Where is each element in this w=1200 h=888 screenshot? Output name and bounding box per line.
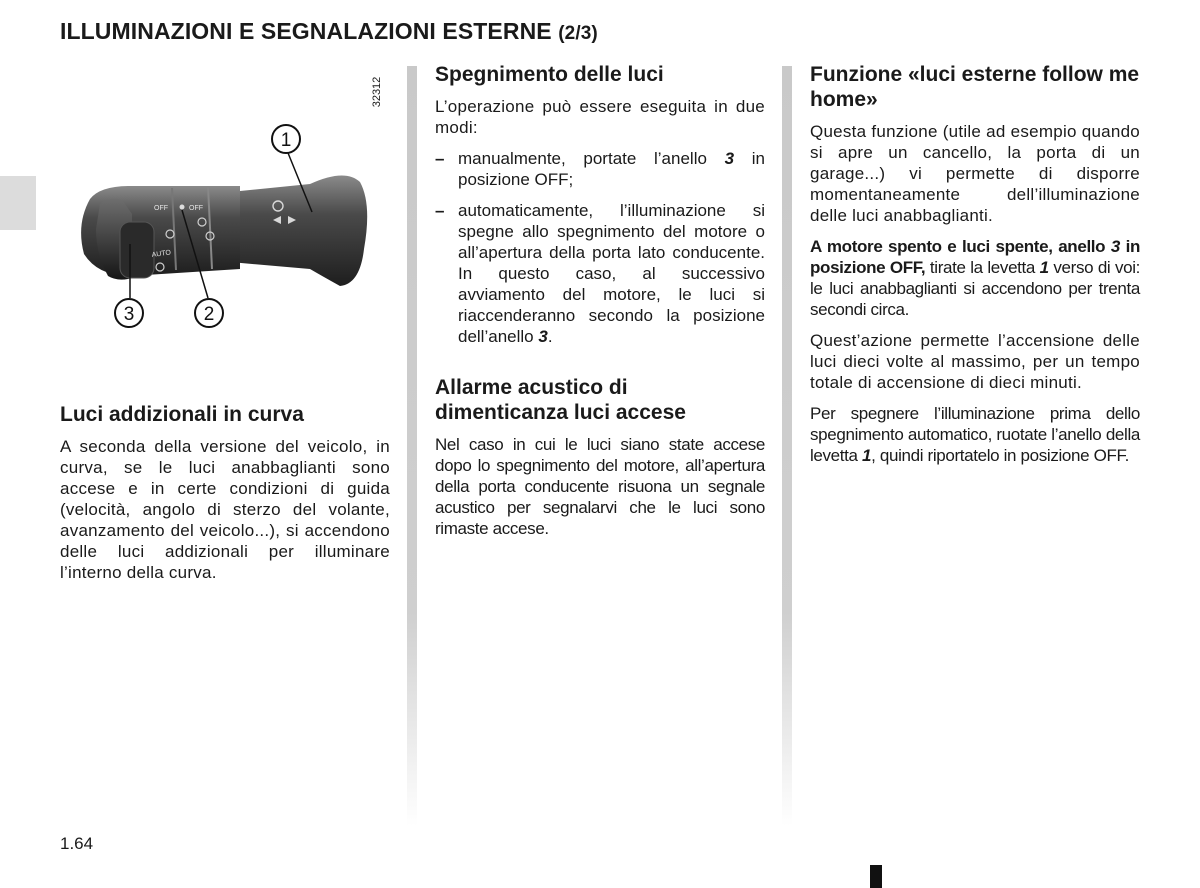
middle-column	[435, 62, 765, 549]
lights-off-list	[435, 148, 765, 347]
stalk-handle	[230, 175, 367, 286]
end-mark	[870, 865, 882, 888]
page-number: 1.64	[60, 834, 94, 853]
ring-reference: 3	[1110, 237, 1120, 256]
para2-text-b: verso di voi: le luci anabbaglianti si accendono per trenta secondi circa.	[810, 258, 1141, 319]
position-dot	[180, 205, 185, 210]
stalk-reference: 1	[1039, 258, 1049, 277]
column-divider-left	[407, 66, 417, 826]
item-automatic-text: automaticamente, l’illuminazione si spegne allo spegnimento del motore o all’apertura della porta lato conducente. In questo caso, al successivo avviamento del motore, le luci si riaccenderanno secondo la posizione dell’anello	[458, 201, 765, 346]
section-title-additional-lights: Luci addizionali in curva	[60, 403, 304, 426]
page-title	[60, 18, 598, 45]
additional-lights-paragraph: A seconda della versione del veicolo, in curva, se le luci anabbaglianti sono accese e in certe condizioni di guida (velocità, angolo di sterzo del volante, avanzamento del veicolo...), si accendono delle luci addizionali per illuminare l’interno della curva.	[60, 437, 390, 582]
para2-bold-a: A motore spento e luci spente, anello	[810, 237, 1106, 256]
title-main: ILLUMINAZIONI E SEGNALAZIONI ESTERNE	[60, 18, 552, 44]
item-manual-text: manualmente, portate l’anello	[458, 149, 707, 168]
dash-mark: –	[435, 201, 445, 220]
follow-me-home-para-2	[810, 236, 1140, 320]
stalk-label-off-right: OFF	[189, 205, 203, 212]
callout-3-label: 3	[123, 304, 135, 325]
column-divider-right	[782, 66, 792, 826]
light-stalk-illustration	[60, 64, 390, 354]
callout-1-label: 1	[280, 130, 292, 151]
list-item-manual	[435, 148, 765, 190]
right-column	[810, 62, 1140, 476]
ring-reference: 3	[724, 149, 735, 168]
title-page-indicator: (2/3)	[558, 23, 598, 44]
stalk-label-off-left: OFF	[154, 205, 168, 212]
follow-me-home-para-4	[810, 403, 1140, 466]
para4-text-a: Per spegnere l’illuminazione prima dello spegnimento automatico, ruotate l’anello della levetta	[810, 404, 1140, 465]
left-column	[60, 402, 390, 593]
chapter-tab	[0, 176, 36, 230]
list-item-automatic	[435, 200, 765, 347]
item-automatic-tail: .	[547, 327, 553, 346]
stalk-label-auto: AUTO	[151, 249, 172, 259]
figure-code: 32312	[371, 76, 383, 108]
acoustic-alarm-paragraph: Nel caso in cui le luci siano state accese dopo lo spegnimento del motore, all’apertura della porta conducente risuona un segnale acustico per segnalarvi che le luci sono rimaste accese.	[435, 435, 765, 538]
item-manual-tail: in posizione OFF;	[458, 149, 766, 189]
para2-text-a: tirate la levetta	[929, 258, 1036, 277]
stalk-reference: 1	[862, 446, 872, 465]
section-title-follow-me-home: Funzione «luci esterne follow me home»	[810, 63, 1140, 111]
section-title-acoustic-alarm: Allarme acustico di dimenticanza luci accese	[435, 376, 686, 424]
ring-reference: 3	[538, 327, 548, 346]
para4-text-b: , quindi riportatelo in posizione OFF.	[871, 446, 1130, 465]
dash-mark: –	[435, 149, 445, 168]
follow-me-home-para-3: Quest’azione permette l’accensione delle luci dieci volte al massimo, per un tempo totale di accensione di dieci minuti.	[810, 331, 1140, 392]
follow-me-home-para-1: Questa funzione (utile ad esempio quando si apre un cancello, la porta di un garage...) vi permette di disporre momentaneamente dell’illuminazione delle luci anabbaglianti.	[810, 122, 1140, 225]
section-title-lights-off: Spegnimento delle luci	[435, 63, 664, 86]
lights-off-intro: L’operazione può essere eseguita in due modi:	[435, 97, 765, 137]
ring-3-knob	[120, 222, 154, 278]
light-stalk-figure	[60, 64, 390, 354]
para2-bold-b: in posizione OFF,	[810, 237, 1141, 277]
callout-2-label: 2	[203, 304, 215, 325]
